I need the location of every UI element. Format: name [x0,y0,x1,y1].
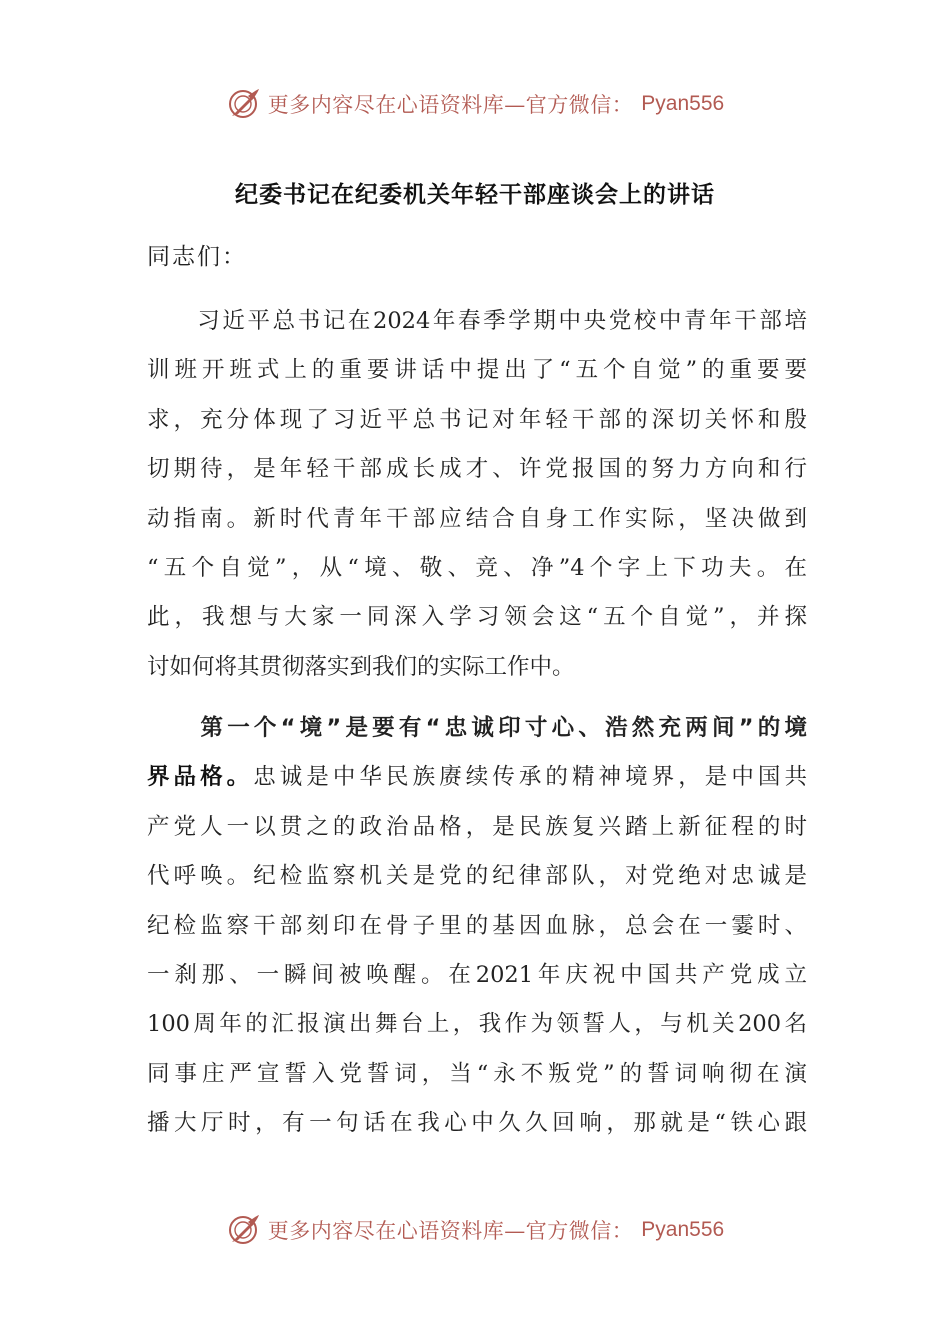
text-line: 切期待，是年轻干部成长成才、许党报国的努力方向和行 [147,456,807,483]
text-line: 动指南。新时代青年干部应结合自身工作实际，坚决做到 [147,505,807,532]
text-line: 讨如何将其贯彻落实到我们的实际工作中。 [147,653,575,680]
text-line: 纪检监察干部刻印在骨子里的基因血脉，总会在一霎时、 [147,912,807,939]
section-heading-end: 界品格。 [147,764,254,791]
quill-pen-logo-icon [226,86,262,122]
section-heading-line: 第一个“境”是要有“忠诚印寸心、浩然充两间”的境 [147,715,807,741]
paragraph-2 [147,704,807,1149]
text-line: 代呼唤。纪检监察机关是党的纪律部队，对党绝对忠诚是 [147,863,807,890]
text-line: 产党人一以贯之的政治品格，是民族复兴踏上新征程的时 [147,813,807,840]
banner-text: 更多内容尽在心语资料库—官方微信： [267,93,634,117]
banner-wechat-id: Pyan556 [641,92,725,115]
banner-text: 更多内容尽在心语资料库—官方微信： [267,1219,634,1243]
paragraph-1 [147,297,807,692]
text-line: “五个自觉”，从“境、敬、竞、净”4个字上下功夫。在 [147,554,807,581]
text-line: 100周年的汇报演出舞台上，我作为领誓人，与机关200名 [147,1011,807,1038]
text-line: 求，充分体现了习近平总书记对年轻干部的深切关怀和殷 [147,406,807,433]
text-line: 此，我想与大家一同深入学习领会这“五个自觉”，并探 [147,604,807,631]
salutation: 同志们： [147,244,247,270]
footer-banner [0,1208,950,1252]
banner-wechat-id: Pyan556 [641,1218,725,1241]
text-line: 同事庄严宣誓入党誓词，当“永不叛党”的誓词响彻在演 [147,1060,807,1087]
text-line [147,753,807,802]
text-line: 训班开班式上的重要讲话中提出了“五个自觉”的重要要 [147,357,807,384]
text-line: 习近平总书记在2024年春季学期中央党校中青年干部培 [147,308,807,334]
header-banner [0,82,950,126]
document-title: 纪委书记在纪委机关年轻干部座谈会上的讲话 [235,182,715,208]
text-line: 播大厅时，有一句话在我心中久久回响，那就是“铁心跟 [147,1110,807,1137]
text-line: 一刹那、一瞬间被唤醒。在2021年庆祝中国共产党成立 [147,961,807,988]
text-line-rest: 忠诚是中华民族赓续传承的精神境界，是中国共 [253,764,807,791]
quill-pen-logo-icon [226,1212,262,1248]
